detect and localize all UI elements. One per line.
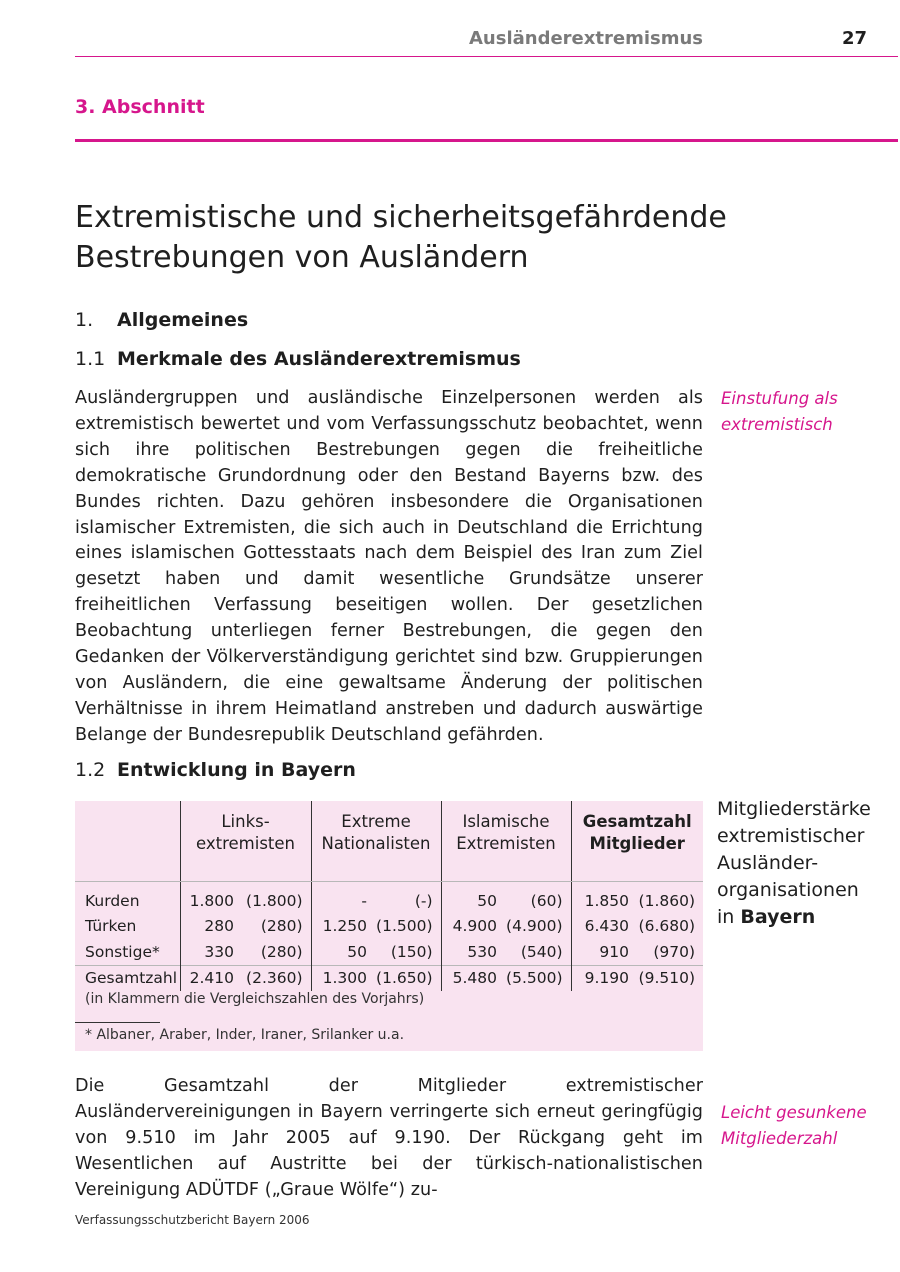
table-cell: 9.190 [571, 965, 633, 991]
column-header-nationalisten [311, 801, 441, 882]
heading-text: Merkmale des Ausländerextremismus [117, 348, 521, 370]
table-cell: (540) [520, 942, 563, 961]
table-cell: 50 [441, 888, 501, 914]
column-header-line: Links- [221, 812, 270, 831]
heading-text: Entwicklung in Bayern [117, 759, 356, 781]
table-cell: (1.800) [246, 891, 303, 910]
heading-number: 1. [75, 309, 94, 331]
table-cell: 6.430 [571, 914, 633, 940]
caption-line [717, 904, 897, 931]
table-cell: (280) [260, 942, 303, 961]
row-label: Gesamtzahl [75, 965, 180, 991]
margin-note-line: Mitgliederzahl [721, 1129, 838, 1148]
column-header-islamische-extremisten [441, 801, 571, 882]
heading-merkmale [75, 348, 521, 370]
table-cell: (-) [414, 891, 433, 910]
paragraph-merkmale: Ausländergruppen und ausländische Einzelpersonen werden als extremistisch bewertet und vom Verfassungsschutz beobachtet, wenn sich ihre politischen Bestrebungen gegen die freiheitliche demokratische Grundordnung oder den Bestand Bayerns bzw. des Bundes richten. Dazu gehören insbesondere die Organisationen islamischer Extremisten, die sich auch in Deutschland die Errichtung eines islamischen Gottesstaats nach dem Beispiel des Iran zum Ziel gesetzt haben und damit wesentliche Grundsätze unserer freiheitlichen Verfassung beseitigen wollen. Der gesetzlichen Beobachtung unterliegen ferner Bestrebungen, die gegen den Gedanken der Völkerverständigung gerichtet sind bzw. Gruppierungen von Ausländern, die eine gewaltsame Änderung der politischen Verhältnisse in ihrem Heimatland anstreben und dadurch auswärtige Belange der Bundesrepublik Deutschland gefährden. [75, 388, 703, 745]
table-cell: (6.680) [638, 917, 695, 936]
table-cell: (2.360) [238, 965, 311, 991]
table-cell: (280) [260, 917, 303, 936]
table-cell: (1.650) [371, 965, 441, 991]
table-cell: 910 [571, 939, 633, 965]
table-row-tuerken [75, 914, 703, 940]
heading-number: 1.2 [75, 759, 106, 781]
heading-number: 1.1 [75, 348, 106, 370]
table-cell: 1.300 [311, 965, 371, 991]
table-cell: 280 [180, 914, 238, 940]
table-cell: 4.900 [441, 914, 501, 940]
row-label: Sonstige* [85, 942, 160, 961]
caption-prefix: in [717, 906, 741, 928]
heading-entwicklung [75, 759, 356, 781]
margin-note-einstufung [721, 386, 891, 438]
table-cell: (60) [530, 891, 563, 910]
table-row-gesamtzahl [75, 965, 703, 991]
table-cell: (4.900) [506, 917, 563, 936]
section-label: 3. Abschnitt [75, 96, 205, 118]
margin-note-line: Einstufung als [721, 389, 838, 408]
table-cell: 1.250 [311, 914, 371, 940]
table-cell: 530 [441, 939, 501, 965]
caption-line: Mitgliederstärke [717, 798, 871, 820]
column-header-linksextremisten [180, 801, 311, 882]
column-header-line: Gesamtzahl [582, 812, 692, 831]
table-cell: 1.800 [180, 888, 238, 914]
paragraph-entwicklung: Die Gesamtzahl der Mitglieder extremistischer Ausländervereinigungen in Bayern verringerte sich erneut geringfügig von 9.510 im Jahr 2005 auf 9.190. Der Rückgang geht im Wesentlichen auf Austritte bei der türkisch-nationalistischen Vereinigung ADÜTDF („Graue Wölfe“) zu- [75, 1076, 703, 1200]
margin-note-mitgliederzahl [721, 1100, 891, 1152]
margin-note-line: extremistisch [721, 415, 833, 434]
table-caption [717, 796, 897, 931]
margin-note-line: Leicht gesunkene [721, 1103, 867, 1122]
table-cell: 5.480 [441, 965, 501, 991]
column-header-line: Islamische [462, 812, 550, 831]
table-cell: (150) [390, 942, 433, 961]
table-cell: 2.410 [180, 965, 238, 991]
column-header-line: Mitglieder [589, 834, 685, 853]
column-header-line: Extreme [341, 812, 411, 831]
caption-line: organisationen [717, 879, 859, 901]
chapter-title: Extremistische und sicherheitsgefährdende Bestrebungen von Ausländern [75, 200, 727, 275]
page-footer: Verfassungsschutzbericht Bayern 2006 [75, 1213, 310, 1227]
caption-line: Ausländer- [717, 852, 819, 874]
table-note: (in Klammern die Vergleichszahlen des Vorjahrs) [85, 991, 425, 1007]
heading-text: Allgemeines [117, 309, 249, 331]
table-row-sonstige [75, 939, 703, 965]
members-table [75, 801, 703, 991]
row-label: Kurden [85, 891, 140, 910]
section-divider [75, 139, 898, 142]
column-header-line: extremisten [196, 834, 295, 853]
table-row-kurden [75, 888, 703, 914]
table-cell: (970) [653, 942, 695, 961]
page-number: 27 [841, 28, 867, 49]
table-cell: (9.510) [633, 965, 703, 991]
caption-bold: Bayern [740, 906, 816, 928]
table-cell: 330 [180, 939, 238, 965]
running-title: Ausländerextremismus [469, 28, 703, 49]
running-head [75, 28, 898, 57]
column-header-line: Nationalisten [321, 834, 431, 853]
column-header-line: Extremisten [456, 834, 556, 853]
table-header-empty [75, 801, 180, 882]
table-cell: (5.500) [501, 965, 571, 991]
table-footnote: * Albaner, Araber, Inder, Iraner, Srilanker u.a. [85, 1027, 405, 1043]
table-cell: - [311, 888, 371, 914]
members-table-box [75, 801, 703, 1051]
table-cell: (1.860) [638, 891, 695, 910]
heading-allgemeines [75, 309, 248, 331]
column-header-gesamtzahl [571, 801, 703, 882]
table-cell: 1.850 [571, 888, 633, 914]
row-label: Türken [85, 917, 137, 936]
table-cell: (1.500) [376, 917, 433, 936]
caption-line: extremistischer [717, 825, 865, 847]
table-header-row [75, 801, 703, 882]
table-cell: 50 [311, 939, 371, 965]
footnote-divider [75, 1022, 160, 1023]
